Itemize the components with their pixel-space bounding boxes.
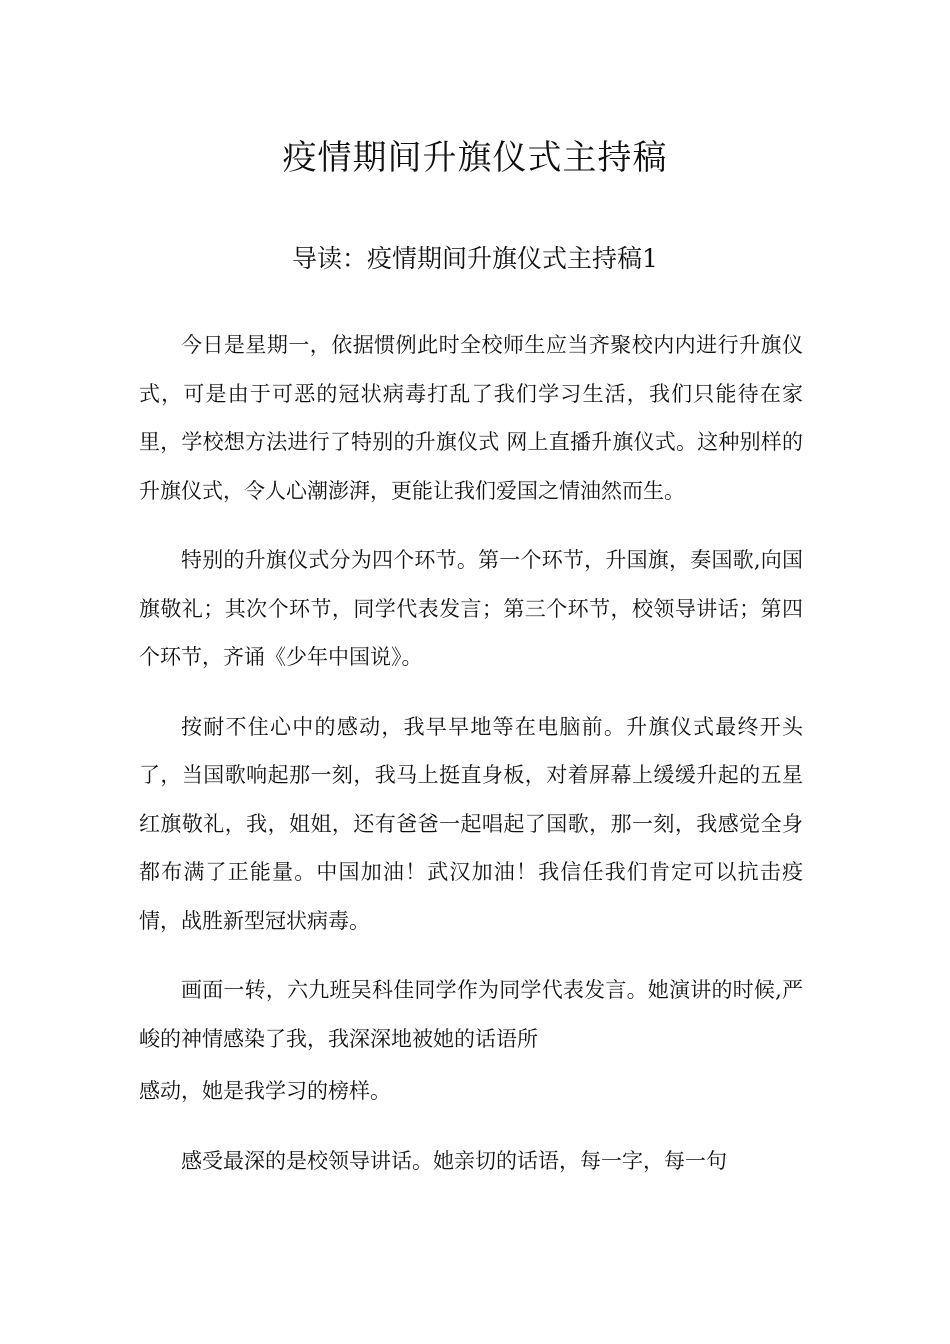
paragraph-4: 画面一转，六九班吴科佳同学作为同学代表发言。她演讲的时候,严峻的神情感染了我，我深深地被她的话语所 bbox=[139, 978, 803, 1051]
paragraph-6: 感受最深的是校领导讲话。她亲切的话语，每一字，每一句 bbox=[181, 1148, 727, 1173]
document-title: 疫情期间升旗仪式主持稿 bbox=[282, 138, 668, 178]
document-body bbox=[139, 321, 803, 1206]
paragraph-2: 特别的升旗仪式分为四个环节。第一个环节，升国旗，奏国歌,向国旗敬礼；其次个环节，同学代表发言；第三个环节，校领导讲话；第四个环节，齐诵《少年中国说》。 bbox=[139, 548, 803, 669]
paragraph-3: 按耐不住心中的感动，我早早地等在电脑前。升旗仪式最终开头了，当国歌响起那一刻，我马上挺直身板，对着屏幕上缓缓升起的五星红旗敬礼，我，姐姐，还有爸爸一起唱起了国歌，那一刻，我感觉全身都布满了正能量。中国加油！武汉加油！我信任我们肯定可以抗击疫情，战胜新型冠状病毒。 bbox=[139, 714, 803, 933]
document-subtitle: 导读：疫情期间升旗仪式主持稿1 bbox=[292, 244, 658, 273]
paragraph-1: 今日是星期一，依据惯例此时全校师生应当齐聚校内内进行升旗仪式，可是由于可恶的冠状病毒打乱了我们学习生活，我们只能待在家里，学校想方法进行了特别的升旗仪式 网上直播升旗仪式。这种别样的升旗仪式，令人心潮澎湃，更能让我们爱国之情油然而生。 bbox=[139, 333, 803, 503]
paragraph-5: 感动，她是我学习的榜样。 bbox=[139, 1079, 391, 1103]
